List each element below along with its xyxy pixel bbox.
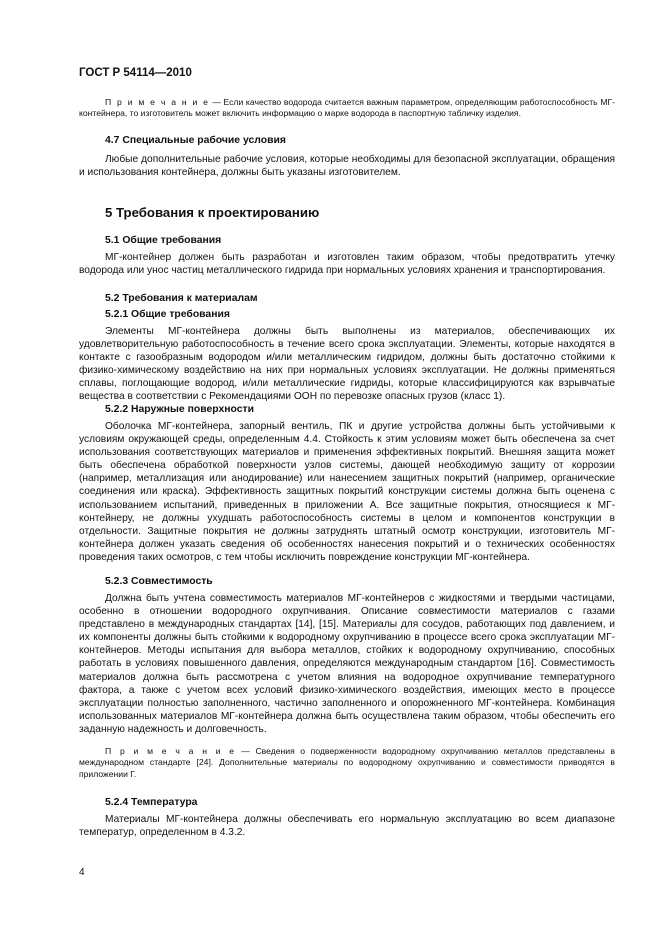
paragraph-5-2-1: Элементы МГ-контейнера должны быть выполнены из материалов, обеспечивающих их удовлетворительную работоспособность в течение всего срока эксплуатации. Элементы, которые находятся в контакте с газообразным водородом и/или металлическим гидридом, должны быть достаточно стойкими к физико-химическому воздействию на них при нормальных условиях эксплуатации. Не должны применяться сплавы, поглощающие водород, и/или металлические гидриды, которые классифицируются как взрывчатые вещества в соответствии с Рекомендациями ООН по перевозке опасных грузов (класс 1). — [79, 326, 615, 403]
paragraph-4-7: Любые дополнительные рабочие условия, которые необходимы для безопасной эксплуатации, обращения и использования контейнера, должны быть указаны изготовителем. — [79, 154, 615, 179]
note-label: П р и м е ч а н и е — [105, 97, 210, 107]
page-number: 4 — [79, 867, 85, 878]
section-heading-5-2-4: 5.2.4 Температура — [105, 797, 198, 808]
document-header: ГОСТ Р 54114—2010 — [79, 67, 192, 79]
paragraph-5-2-2: Оболочка МГ-контейнера, запорный вентиль, ПК и другие устройства должны быть устойчивыми к условиям окружающей среды, определенным 4.4. Стойкость к этим условиям может быть обеспечена за счет использования соответствующих материалов и применения эффективных покрытий. Внешняя защита может быть обеспечена обработкой поверхности узлов системы, дающей необходимую защиту от коррозии (например, металлизация или анодирование) или нанесением защитных покрытий (например, органические соединения или краска). Эффективность защитных покрытий конструкции системы должна быть оценена с использованием испытаний, приведенных в приложении А. Все защитные покрытия, относящиеся к МГ-контейнеру, не должны ухудшать работоспособность системы в целом и компонентов конструкции в отдельности. Защитные покрытия не должны затруднять штатный осмотр конструкции, изготовитель МГ-контейнера должен указать сведения об особенностях нанесения покрытий и о технических особенностях проведения таких осмотров, с тем чтобы исключить повреждение конструкции МГ-контейнера. — [79, 421, 615, 563]
note-label: П р и м е ч а н и е — [105, 746, 236, 756]
section-heading-5-2-3: 5.2.3 Совместимость — [105, 576, 213, 587]
section-heading-5-2: 5.2 Требования к материалам — [105, 293, 258, 304]
section-heading-5-1: 5.1 Общие требования — [105, 235, 222, 246]
note-hydrogen-embrittlement — [79, 746, 615, 780]
section-heading-5-2-2: 5.2.2 Наружные поверхности — [105, 404, 254, 415]
section-heading-5: 5 Требования к проектированию — [105, 205, 320, 220]
note-text: — Сведения о подверженности водородному охрупчиванию металлов представлены в международном стандарте [24]. Дополнительные материалы по водородному охрупчиванию и совместимости приводятся в приложении Г. — [79, 746, 616, 779]
section-heading-4-7: 4.7 Специальные рабочие условия — [105, 135, 286, 146]
note-marking-hydrogen — [79, 97, 615, 120]
paragraph-5-2-3: Должна быть учтена совместимость материалов МГ-контейнеров с жидкостями и твердыми частицами, особенно в отношении водородного охрупчивания. Описание совместимости материалов с газами представлено в международных стандартах [14], [15]. Материалы для сосудов, работающих под давлением, и их компоненты должны быть стойкими к водородному охрупчиванию в процессе всего срока эксплуатации МГ-контейнеров. Методы испытания для выбора металлов, стойких к водородному охрупчиванию, способных работать в условиях повышенного давления, определяются международным стандартом [16]. Совместимость материалов должна быть рассмотрена с учетом влияния на водородное охрупчивание температурного фактора, а также с учетом всех условий физико-химического воздействия, имеющих место в процессе эксплуатации полностью заполненного, частично заполненного и опорожненного МГ-контейнера. Комбинация использованных материалов МГ-контейнера должна быть осуществлена таким образом, чтобы обеспечить его заданную надежность и долговечность. — [79, 593, 615, 735]
section-heading-5-2-1: 5.2.1 Общие требования — [105, 309, 230, 320]
paragraph-5-2-4: Материалы МГ-контейнера должны обеспечивать его нормальную эксплуатацию во всем диапазоне температур, определенном в 4.3.2. — [79, 814, 615, 839]
paragraph-5-1: МГ-контейнер должен быть разработан и изготовлен таким образом, чтобы предотвратить утечку водорода или унос частиц металлического гидрида при нормальных условиях хранения и транспортирования. — [79, 252, 615, 277]
note-text: — Если качество водорода считается важным параметром, определяющим работоспособность МГ-контейнера, то изготовитель может включить информацию о марке водорода в паспортную табличку изделия. — [79, 97, 615, 119]
